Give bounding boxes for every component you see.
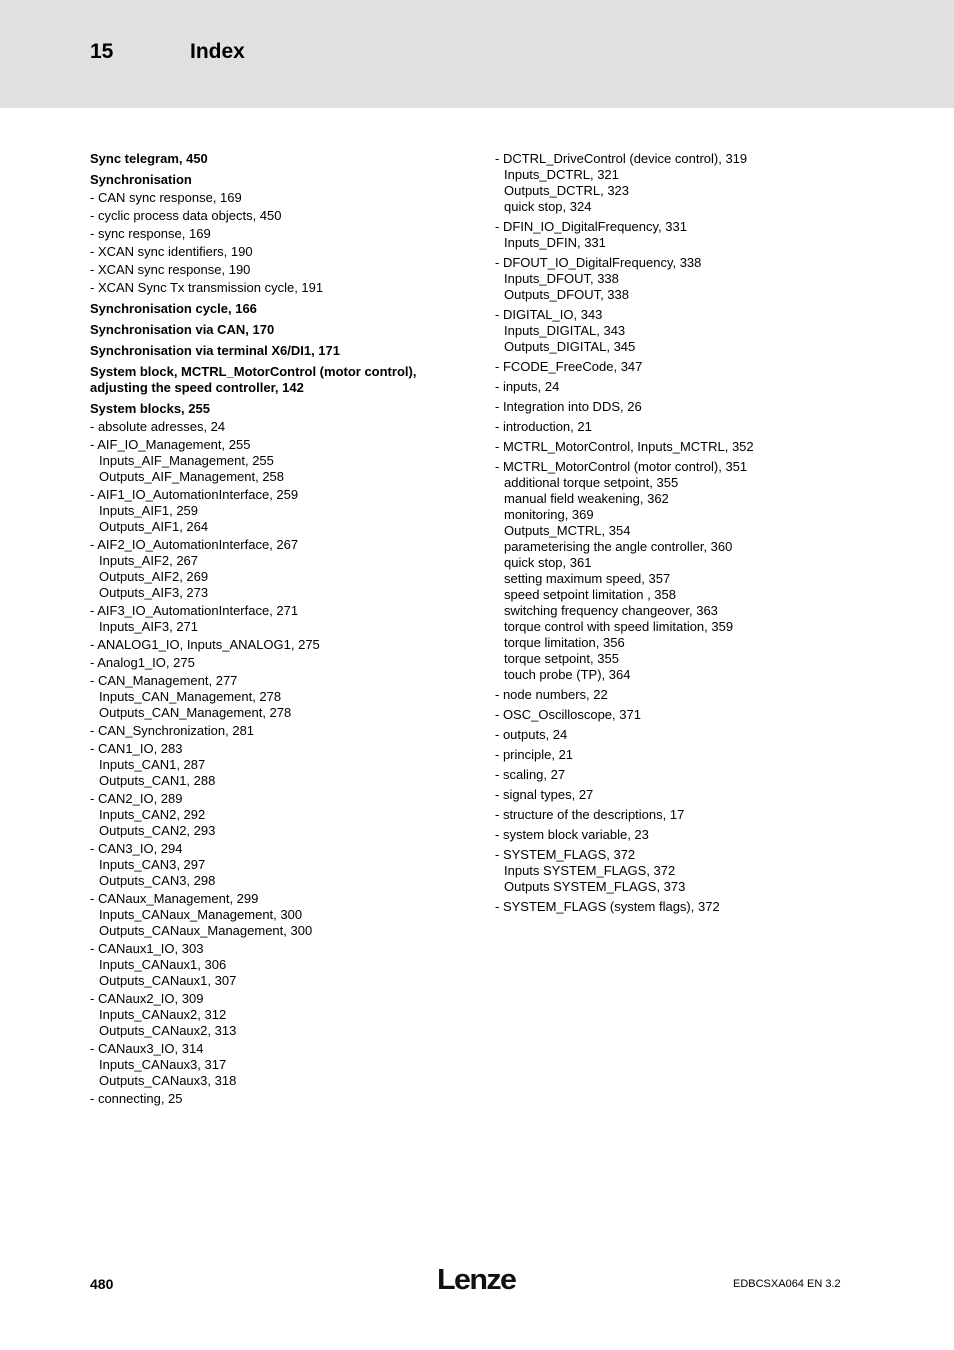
index-subentry <box>90 537 480 601</box>
document-id: EDBCSXA064 EN 3.2 <box>733 1278 841 1290</box>
index-column-left <box>90 151 480 1107</box>
index-subentry-line: - absolute adresses, 24 <box>90 419 226 434</box>
index-subentry-line: - CAN_Synchronization, 281 <box>90 723 255 738</box>
index-subentry-line: Inputs_CANaux1, 306 <box>99 957 227 972</box>
index-subentry-line: parameterising the angle controller, 360 <box>504 539 733 554</box>
index-subentry-line: monitoring, 369 <box>504 507 594 522</box>
index-subentry <box>90 208 480 224</box>
index-subentry <box>90 637 480 653</box>
index-subentry-line: Outputs_CANaux2, 313 <box>99 1023 237 1038</box>
index-subentry-line: - Analog1_IO, 275 <box>90 655 195 670</box>
index-subentry-line: Inputs_DCTRL, 321 <box>504 167 619 182</box>
index-subentry-line: - FCODE_FreeCode, 347 <box>495 359 643 374</box>
index-subentry <box>495 459 895 683</box>
index-subentry <box>90 1091 480 1107</box>
index-subentry-line: Inputs_CANaux_Management, 300 <box>99 907 303 922</box>
index-subentry-line: Outputs_DFOUT, 338 <box>504 287 629 302</box>
index-subentry-line: - CANaux3_IO, 314 <box>90 1041 204 1056</box>
index-subentry <box>90 741 480 789</box>
index-subentry <box>90 673 480 721</box>
index-subentry-line: touch probe (TP), 364 <box>504 667 631 682</box>
index-subentry-line: additional torque setpoint, 355 <box>504 475 679 490</box>
index-subentry <box>495 827 895 843</box>
index-entry <box>90 172 480 296</box>
index-subentry-line: Inputs_DFOUT, 338 <box>504 271 619 286</box>
index-heading: Sync telegram, 450 <box>90 151 208 166</box>
chapter-title: Index <box>190 40 245 63</box>
index-subentry-line: Inputs_CAN1, 287 <box>99 757 206 772</box>
index-subentry-line: - connecting, 25 <box>90 1091 183 1106</box>
index-subentry-line: Outputs_CANaux3, 318 <box>99 1073 237 1088</box>
index-subentry-line: Outputs_AIF1, 264 <box>99 519 209 534</box>
index-subentry-line: switching frequency changeover, 363 <box>504 603 718 618</box>
index-subentry <box>495 707 895 723</box>
index-entry <box>90 322 480 338</box>
index-heading: System block, MCTRL_MotorControl (motor control), <box>90 364 417 379</box>
index-subentry-line: quick stop, 324 <box>504 199 592 214</box>
index-subentry-line: Outputs_AIF3, 273 <box>99 585 209 600</box>
chapter-number: 15 <box>90 40 114 63</box>
index-subentry-line: - DCTRL_DriveControl (device control), 319 <box>495 151 748 166</box>
index-subentry-line: Outputs_DIGITAL, 345 <box>504 339 636 354</box>
index-subentry-line: Outputs_CANaux_Management, 300 <box>99 923 313 938</box>
index-subentry-line: Inputs SYSTEM_FLAGS, 372 <box>504 863 676 878</box>
index-subentry-line: - node numbers, 22 <box>495 687 608 702</box>
index-subentry-line: Inputs_CAN_Management, 278 <box>99 689 282 704</box>
index-subentry <box>495 787 895 803</box>
index-subentry <box>495 439 895 455</box>
index-heading: Synchronisation cycle, 166 <box>90 301 257 316</box>
index-subentry-line: - system block variable, 23 <box>495 827 649 842</box>
index-subentry-line: - CANaux2_IO, 309 <box>90 991 204 1006</box>
index-column-right <box>495 151 895 915</box>
index-subentry <box>495 219 895 251</box>
index-subentry <box>90 991 480 1039</box>
index-subentry-line: - MCTRL_MotorControl, Inputs_MCTRL, 352 <box>495 439 754 454</box>
index-subentry <box>90 244 480 260</box>
index-subentry-line: Outputs_DCTRL, 323 <box>504 183 630 198</box>
index-subentry <box>495 255 895 303</box>
index-subentry-line: Inputs_CANaux3, 317 <box>99 1057 227 1072</box>
index-subentry <box>495 307 895 355</box>
index-entry <box>90 401 480 1107</box>
index-heading: System blocks, 255 <box>90 401 210 416</box>
index-subentry-line: - CAN2_IO, 289 <box>90 791 183 806</box>
index-subentry-line: torque control with speed limitation, 359 <box>504 619 734 634</box>
index-heading: Synchronisation <box>90 172 192 187</box>
index-subentry <box>495 847 895 895</box>
index-subentry-line: Inputs_CAN3, 297 <box>99 857 206 872</box>
index-subentry <box>90 419 480 435</box>
index-subentry-line: - ANALOG1_IO, Inputs_ANALOG1, 275 <box>90 637 320 652</box>
index-subentry-line: - signal types, 27 <box>495 787 594 802</box>
index-subentry-line: Inputs_CANaux2, 312 <box>99 1007 227 1022</box>
index-subentry <box>495 359 895 375</box>
index-subentry-line: - inputs, 24 <box>495 379 560 394</box>
index-subentry <box>90 891 480 939</box>
index-subentry-line: Outputs_CAN3, 298 <box>99 873 216 888</box>
index-subentry-line: Outputs_CANaux1, 307 <box>99 973 237 988</box>
index-subentry-line: - SYSTEM_FLAGS, 372 <box>495 847 636 862</box>
index-subentry-line: Outputs_AIF_Management, 258 <box>99 469 285 484</box>
index-subentry <box>495 687 895 703</box>
index-subentry <box>90 437 480 485</box>
index-subentry-line: - introduction, 21 <box>495 419 592 434</box>
index-entry <box>90 151 480 167</box>
index-subentry-line: - XCAN Sync Tx transmission cycle, 191 <box>90 280 324 295</box>
index-subentry-line: Inputs_AIF3, 271 <box>99 619 199 634</box>
index-subentry <box>495 379 895 395</box>
index-subentry-line: - AIF3_IO_AutomationInterface, 271 <box>90 603 299 618</box>
index-subentry-line: - CAN sync response, 169 <box>90 190 242 205</box>
index-heading: Synchronisation via CAN, 170 <box>90 322 275 337</box>
index-subentry-line: - outputs, 24 <box>495 727 568 742</box>
index-subentry-line: - DFIN_IO_DigitalFrequency, 331 <box>495 219 687 234</box>
index-subentry <box>495 899 895 915</box>
index-subentry <box>90 723 480 739</box>
index-subentry-line: - scaling, 27 <box>495 767 566 782</box>
index-subentry <box>495 747 895 763</box>
page-number: 480 <box>90 1276 114 1292</box>
index-subentry <box>90 841 480 889</box>
index-subentry <box>495 419 895 435</box>
index-subentry-line: Inputs_AIF_Management, 255 <box>99 453 274 468</box>
index-subentry <box>495 151 895 215</box>
index-subentry-line: - SYSTEM_FLAGS (system flags), 372 <box>495 899 720 914</box>
index-subentry-line: Outputs SYSTEM_FLAGS, 373 <box>504 879 686 894</box>
index-subentry-line: - XCAN sync identifiers, 190 <box>90 244 253 259</box>
index-subentry-line: - CAN3_IO, 294 <box>90 841 183 856</box>
index-subentry <box>495 727 895 743</box>
index-subentry <box>90 791 480 839</box>
index-subentry <box>90 190 480 206</box>
index-subentry-line: setting maximum speed, 357 <box>504 571 671 586</box>
index-subentry <box>90 1041 480 1089</box>
index-subentry-line: Inputs_DFIN, 331 <box>504 235 606 250</box>
index-subentry <box>495 399 895 415</box>
index-subentry-line: - MCTRL_MotorControl (motor control), 351 <box>495 459 748 474</box>
index-subentry-line: - structure of the descriptions, 17 <box>495 807 685 822</box>
index-heading: adjusting the speed controller, 142 <box>90 380 304 395</box>
index-subentry-line: torque setpoint, 355 <box>504 651 619 666</box>
chapter-header <box>0 0 954 108</box>
index-subentry-line: - AIF2_IO_AutomationInterface, 267 <box>90 537 299 552</box>
index-subentry-line: - cyclic process data objects, 450 <box>90 208 282 223</box>
index-subentry <box>90 603 480 635</box>
index-subentry <box>90 280 480 296</box>
lenze-logo: Lenze <box>437 1264 516 1296</box>
index-subentry-line: Outputs_CAN2, 293 <box>99 823 216 838</box>
index-subentry-line: - OSC_Oscilloscope, 371 <box>495 707 641 722</box>
index-subentry-line: manual field weakening, 362 <box>504 491 669 506</box>
index-subentry-line: - CAN1_IO, 283 <box>90 741 183 756</box>
index-subentry <box>90 487 480 535</box>
index-entry <box>90 364 480 396</box>
index-subentry-line: - DIGITAL_IO, 343 <box>495 307 603 322</box>
index-subentry-line: Outputs_MCTRL, 354 <box>504 523 631 538</box>
index-subentry-line: Inputs_DIGITAL, 343 <box>504 323 626 338</box>
index-subentry-line: torque limitation, 356 <box>504 635 625 650</box>
index-subentry-line: Outputs_AIF2, 269 <box>99 569 209 584</box>
index-subentry-line: quick stop, 361 <box>504 555 592 570</box>
index-subentry-line: Inputs_CAN2, 292 <box>99 807 206 822</box>
index-heading: Synchronisation via terminal X6/DI1, 171 <box>90 343 340 358</box>
index-subentry-line: - AIF1_IO_AutomationInterface, 259 <box>90 487 299 502</box>
index-subentry-line: Outputs_CAN1, 288 <box>99 773 216 788</box>
index-subentry <box>495 807 895 823</box>
index-subentry-line: Inputs_AIF1, 259 <box>99 503 199 518</box>
index-subentry-line: Outputs_CAN_Management, 278 <box>99 705 292 720</box>
index-subentry <box>90 262 480 278</box>
index-subentry-line: - DFOUT_IO_DigitalFrequency, 338 <box>495 255 702 270</box>
index-subentry <box>90 226 480 242</box>
index-subentry-line: - AIF_IO_Management, 255 <box>90 437 251 452</box>
index-entry <box>90 343 480 359</box>
index-subentry-line: Inputs_AIF2, 267 <box>99 553 199 568</box>
index-subentry-line: - CAN_Management, 277 <box>90 673 238 688</box>
index-subentry-line: - Integration into DDS, 26 <box>495 399 642 414</box>
index-subentry-line: speed setpoint limitation , 358 <box>504 587 676 602</box>
index-entry <box>90 301 480 317</box>
index-subentry-line: - CANaux_Management, 299 <box>90 891 259 906</box>
index-subentry <box>90 655 480 671</box>
index-subentry-line: - sync response, 169 <box>90 226 211 241</box>
index-subentry-line: - CANaux1_IO, 303 <box>90 941 204 956</box>
index-subentry <box>90 941 480 989</box>
index-subentry-line: - XCAN sync response, 190 <box>90 262 251 277</box>
index-subentry <box>495 767 895 783</box>
index-subentry-line: - principle, 21 <box>495 747 574 762</box>
